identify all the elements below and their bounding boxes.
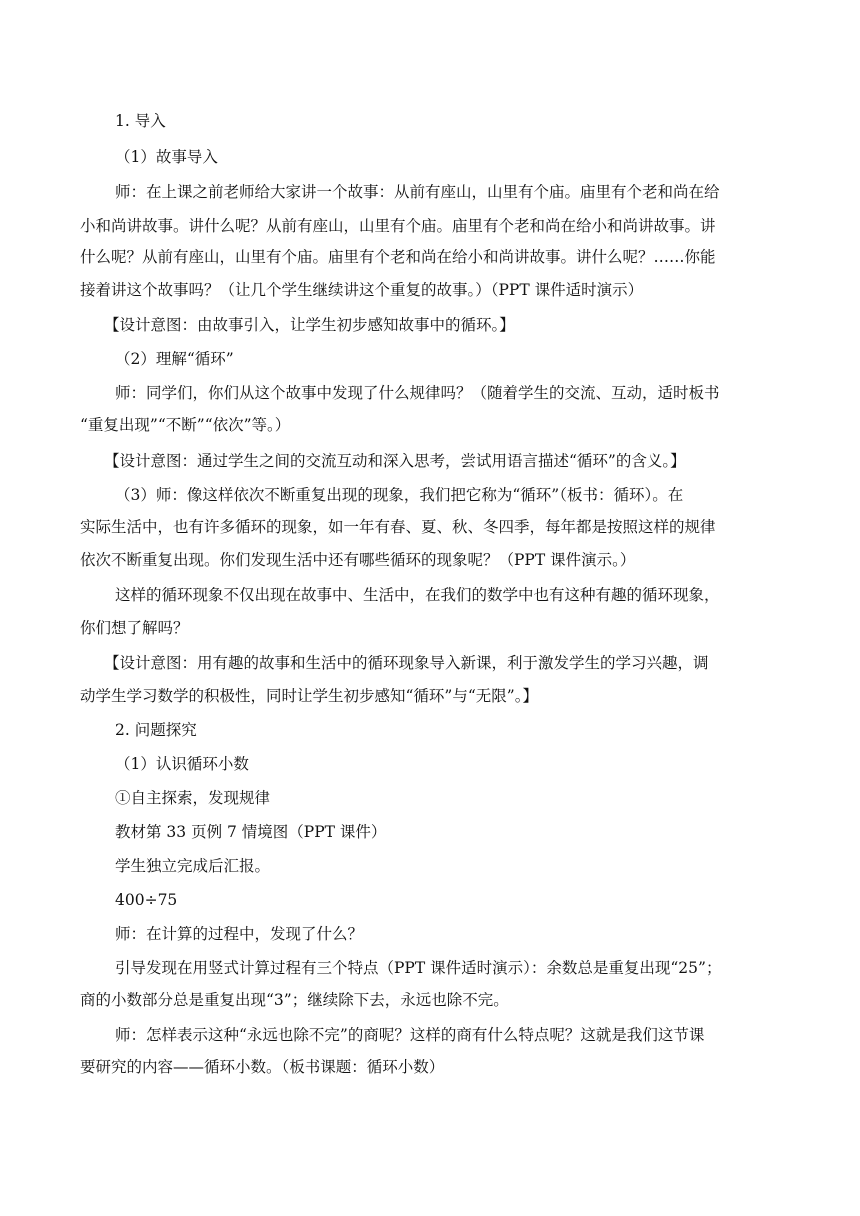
text-line: 师：同学们，你们从这个故事中发现了什么规律吗？（随着学生的交流、互动，适时板书 (115, 384, 720, 402)
paragraph-line (0, 786, 860, 810)
text-line: 引导发现在用竖式计算过程有三个特点（PPT 课件适时演示）：余数总是重复出现“25”； (115, 959, 722, 977)
text-line: 这样的循环现象不仅出现在故事中、生活中，在我们的数学中也有这种有趣的循环现象， (115, 586, 720, 604)
paragraph-line (0, 820, 860, 844)
paragraph-line (0, 922, 860, 946)
paragraph-line (0, 854, 860, 878)
text-line: （1）故事导入 (115, 148, 218, 166)
text-line: 实际生活中，也有许多循环的现象，如一年有春、夏、秋、冬四季，每年都是按照这样的规律 (80, 518, 716, 536)
text-line: 接着讲这个故事吗？（让几个学生继续讲这个重复的故事。）（PPT 课件适时演示） (80, 281, 644, 299)
text-line: 动学生学习数学的积极性，同时让学生初步感知“循环”与“无限”。】 (80, 687, 538, 705)
paragraph-line (0, 413, 860, 437)
text-line: 【设计意图：由故事引入，让学生初步感知故事中的循环。】 (104, 316, 515, 334)
text-line: ①自主探索，发现规律 (115, 789, 271, 807)
paragraph-line (0, 988, 860, 1012)
paragraph-line (0, 381, 860, 405)
design-intent-note (0, 449, 860, 473)
paragraph-line (0, 956, 860, 980)
paragraph-line (0, 214, 860, 238)
text-line: 你们想了解吗？ (80, 619, 189, 637)
text-line: 要研究的内容——循环小数。（板书课题：循环小数） (80, 1058, 445, 1076)
text-line: 师：在上课之前老师给大家讲一个故事：从前有座山，山里有个庙。庙里有个老和尚在给 (115, 183, 720, 201)
subheading-understand (0, 347, 860, 371)
design-intent-note (0, 684, 860, 708)
text-line: 教材第 33 页例 7 情境图（PPT 课件） (115, 823, 387, 841)
text-line: 【设计意图：通过学生之间的交流互动和深入思考，尝试用语言描述“循环”的含义。】 (104, 452, 686, 470)
math-expression (0, 888, 860, 912)
text-line: 师：怎样表示这种“永远也除不完”的商呢？这样的商有什么特点呢？这就是我们这节课 (115, 1026, 705, 1044)
text-line: 【设计意图：用有趣的故事和生活中的循环现象导入新课，利于激发学生的学习兴趣，调 (104, 654, 709, 672)
text-line: 学生独立完成后汇报。 (115, 857, 271, 875)
text-line: 什么呢？从前有座山，山里有个庙。庙里有个老和尚在给小和尚讲故事。讲什么呢？……你能 (80, 248, 716, 266)
text-line: 2. 问题探究 (115, 721, 197, 739)
subheading-story (0, 145, 860, 169)
paragraph-line (0, 180, 860, 204)
text-line: 400÷75 (115, 891, 178, 909)
design-intent-note (0, 313, 860, 337)
paragraph-line (0, 1055, 860, 1079)
design-intent-note (0, 651, 860, 675)
paragraph-line (0, 483, 860, 507)
heading-intro (0, 109, 860, 133)
text-line: 1. 导入 (115, 112, 166, 130)
text-line: 师：在计算的过程中，发现了什么？ (115, 925, 364, 943)
subheading-recurring-decimal (0, 752, 860, 776)
paragraph-line (0, 278, 860, 302)
text-line: （3）师：像这样依次不断重复出现的现象，我们把它称为“循环”（板书：循环）。在 (115, 486, 684, 504)
paragraph-line (0, 616, 860, 640)
text-line: 商的小数部分总是重复出现“3”；继续除下去，永远也除不完。 (80, 991, 509, 1009)
text-line: “重复出现”“不断”“依次”等。） (80, 416, 291, 434)
heading-inquiry (0, 718, 860, 742)
text-line: （2）理解“循环” (115, 350, 234, 368)
text-line: （1）认识循环小数 (115, 755, 249, 773)
paragraph-line (0, 583, 860, 607)
paragraph-line (0, 548, 860, 572)
text-line: 小和尚讲故事。讲什么呢？从前有座山，山里有个庙。庙里有个老和尚在给小和尚讲故事。讲 (80, 217, 716, 235)
paragraph-line (0, 245, 860, 269)
text-line: 依次不断重复出现。你们发现生活中还有哪些循环的现象呢？（PPT 课件演示。） (80, 551, 636, 569)
paragraph-line (0, 1023, 860, 1047)
paragraph-line (0, 515, 860, 539)
